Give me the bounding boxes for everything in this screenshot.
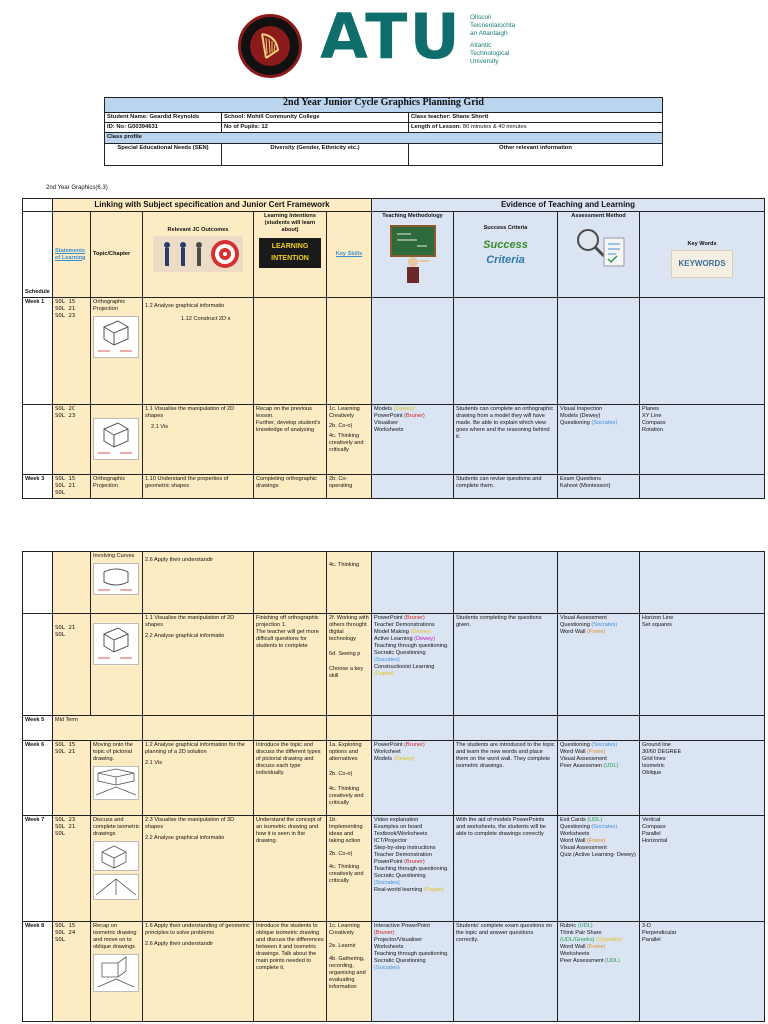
sen-header: Special Educational Needs (SEN) xyxy=(105,143,222,165)
success-criteria-image: Success Criteria xyxy=(483,239,528,266)
col-assessment: Assessment Method xyxy=(558,212,640,298)
col-outcomes: Relevant JC Outcomes xyxy=(143,212,254,298)
isometric-thumbnail-b xyxy=(93,874,139,900)
col-statements[interactable]: Statements of Learning xyxy=(53,212,91,298)
outcome-cell: 1.2 Analyse graphical informatio 1.12 Construct 2D s xyxy=(143,298,254,405)
topic-cell: Recap on isometric drawing and move on to oblique drawings xyxy=(91,922,143,1022)
class-teacher: Class teacher: Shane Shortt xyxy=(409,113,663,123)
curves-thumbnail xyxy=(93,563,139,595)
orthographic-thumbnail xyxy=(93,418,139,460)
success-cell: With the aid of models PowerPoints and worksheets, the students will be able to complete drawings correctly xyxy=(454,816,558,922)
success-cell: Students can complete an orthographic drawing from a model they will have made. Be able to explain which view goes where and the reasoning behind it. xyxy=(454,405,558,475)
method-cell xyxy=(372,475,454,499)
row-week-label: Week 8 xyxy=(23,922,53,1022)
intention-cell xyxy=(254,552,327,614)
assessment-cell: Exam Questions Kahoot (Montessori) xyxy=(558,475,640,499)
method-cell: PowerPoint (Bruner) Teacher Demonstrations Model Making (Dewey) Active Learning (Dewey) Teaching through questioning. Socratic Questioning (Socrates) Constructionist Learning (Papert) xyxy=(372,614,454,716)
intention-cell: Understand the concept of an isometric drawing and how it is seen in the drawing. xyxy=(254,816,327,922)
atu-logo-subtitle: Ollscoil Teicneolaíochta an Atlantaigh Atlantic Technological University xyxy=(470,14,516,65)
school-name: School: Mohill Community College xyxy=(222,113,409,123)
success-cell: Students' complete exam questions on the topic and answer questions correctly. xyxy=(454,922,558,1022)
keyskill-cell: 2b. Co-operating xyxy=(327,475,372,499)
scheme-table-page-2 xyxy=(22,551,765,1022)
col-keywords: Key Words KEYWORDS xyxy=(640,212,765,298)
keywords-cell xyxy=(640,298,765,405)
keywords-cell xyxy=(640,552,765,614)
class-profile: Class profile xyxy=(105,133,663,143)
keyskill-cell: 1c. Learning Creatively 2b. Co-o| 4c. Thinking creatively and critically xyxy=(327,405,372,475)
sol-cell: SOL 15 SOL 21 xyxy=(53,741,91,816)
mohill-college-logo xyxy=(238,14,302,78)
topic-cell: Moving onto the topic of pictorial drawing. xyxy=(91,741,143,816)
header-framework: Linking with Subject specification and Junior Cert Framework xyxy=(53,199,372,212)
intention-cell: Introduce the topic and discuss the different types of pictorial drawing and discuss each type individually. xyxy=(254,741,327,816)
topic-cell: Orthographic Projection xyxy=(91,475,143,499)
col-topic: Topic/Chapter xyxy=(91,212,143,298)
topic-cell xyxy=(91,614,143,716)
outcome-cell: 1.1 Visualise the manipulation of 2D shapes 2.2 Analyse graphical informatio xyxy=(143,614,254,716)
assessment-cell xyxy=(558,298,640,405)
diversity-header: Diversity (Gender, Ethnicity etc.) xyxy=(222,143,409,165)
planning-grid xyxy=(104,97,663,166)
intention-cell: Finishing off orthographic projection 1. The teacher will get more difficult questions for students to complete xyxy=(254,614,327,716)
sol-cell: SOL 15 SOL 24 SOL xyxy=(53,922,91,1022)
learning-intention-image: LEARNING INTENTION xyxy=(259,238,321,268)
col-method: Teaching Methodology xyxy=(372,212,454,298)
col-success: Success Criteria Success Criteria xyxy=(454,212,558,298)
target-archers-image xyxy=(153,236,243,272)
outcome-cell: 1.6 Apply their understanding of geometric principles to solve problems 2.6 Apply their understandir xyxy=(143,922,254,1022)
intention-cell xyxy=(254,298,327,405)
success-cell: Students completing the questions given. xyxy=(454,614,558,716)
method-cell xyxy=(372,552,454,614)
lesson-length: Length of Lesson: 80 minutes & 40 minutes xyxy=(409,123,663,133)
topic-cell xyxy=(91,405,143,475)
intention-cell: Completing orthographic drawings xyxy=(254,475,327,499)
sol-cell: SOL 23 SOL 21 SOL xyxy=(53,816,91,922)
assessment-cell xyxy=(558,552,640,614)
magnifier-person-image xyxy=(564,222,634,272)
orthographic-thumbnail xyxy=(93,623,139,665)
assessment-cell: Exit Cards (UDL) Questioning (Socrates) Worksheets Word Wall (Freire) Visual Assessment Quiz (Active Learning- Dewey) xyxy=(558,816,640,922)
sol-cell xyxy=(53,552,91,614)
col-schedule: Schedule xyxy=(23,212,53,298)
outcome-cell: 2.3 Visualise the manipulation of 3D shapes 2.2 Analyse graphical informatio xyxy=(143,816,254,922)
keywords-cell: Planes XY Line Compass Rotation xyxy=(640,405,765,475)
pictorial-thumbnail xyxy=(93,766,139,800)
col-keyskills[interactable]: Key Skills xyxy=(327,212,372,298)
atu-logo-text: ATU xyxy=(320,0,462,73)
method-cell: Models (Dewey) PowerPoint (Bruner) Visualiser Worksheets xyxy=(372,405,454,475)
isometric-thumbnail-a xyxy=(93,841,139,871)
success-cell: The students are introduced to the topic and learn the new words and place them on the word wall. They complete isometric drawings. xyxy=(454,741,558,816)
sol-cell: SOL 21 SOL xyxy=(53,614,91,716)
student-name: Student Name: Geardid Reynolds xyxy=(105,113,222,123)
success-cell: Students can revise questions and complete them. xyxy=(454,475,558,499)
method-cell xyxy=(372,298,454,405)
keywords-cell: Vertical Compass Parallel Horizontal xyxy=(640,816,765,922)
keyskill-cell xyxy=(327,298,372,405)
topic-cell: Discuss and complete isometric drawings xyxy=(91,816,143,922)
teacher-chalkboard-image xyxy=(389,222,437,286)
keyskill-cell: 2f. Working with others throught digital technology 6d. Seeing p Choose a key skill xyxy=(327,614,372,716)
topic-cell: Involving Curves xyxy=(91,552,143,614)
col-intentions: Learning Intentions (students will learn about) LEARNING INTENTION xyxy=(254,212,327,298)
success-cell xyxy=(454,552,558,614)
keywords-cell: Horizon Line Set squares xyxy=(640,614,765,716)
row-week-label: Week 6 xyxy=(23,741,53,816)
topic-cell: Mid Term xyxy=(53,716,143,741)
row-week-label: Week 7 xyxy=(23,816,53,922)
keywords-cell: Ground line 30/60 DEGREE Grid lines Isometric Oblique xyxy=(640,741,765,816)
sol-cell: SOL 15 SOL 21 SOL 23 xyxy=(53,298,91,405)
keyskill-cell: 4c. Thinking xyxy=(327,552,372,614)
method-cell: Interactive PowerPoint (Bruner) Projector/Visualiser Worksheets Teaching through questioning. Socratic Questioning (Socrates) xyxy=(372,922,454,1022)
assessment-cell: Visual Inspection Models (Dewey) Questioning (Socrates) xyxy=(558,405,640,475)
sol-cell: SOL 2C SOL 23 xyxy=(53,405,91,475)
keywords-cell xyxy=(640,475,765,499)
oblique-thumbnail xyxy=(93,954,139,992)
keywords-cell: 3-D Perpendicular Parallel xyxy=(640,922,765,1022)
harp-icon xyxy=(250,26,290,66)
student-id: ID: No: G00394631 xyxy=(105,123,222,133)
outcome-cell: 1.2 Analyse graphical information for the planning of a 2D solution 2.1 Vis xyxy=(143,741,254,816)
year-note: 2nd Year Graphics(6.3) xyxy=(46,185,108,191)
method-cell: Video explanation Examples on board Textbook/Worksheets ICT/Projector Step-by-step instructions Teacher Demonstration PowerPoint (Bruner) Teaching through questioning. Socratic Questioning (Socrates) Real-world learning (Papert) xyxy=(372,816,454,922)
sol-cell: SOL 15 SOL 21 SOL xyxy=(53,475,91,499)
keywords-image: KEYWORDS xyxy=(671,250,733,278)
keyskill-cell: 1a. Exploring options and alternatives 2b. Co-o| 4c. Thinking creatively and critically xyxy=(327,741,372,816)
assessment-cell: Visual Assessment Questioning (Socrates) Word Wall (Freire) xyxy=(558,614,640,716)
outcome-cell: 2.6 Apply their understandir xyxy=(143,552,254,614)
method-cell: PowerPoint (Bruner) Worksheet Models (Dewey) xyxy=(372,741,454,816)
scheme-table-page-1 xyxy=(22,198,765,499)
row-week-label: Week 1 xyxy=(23,298,53,405)
keyskill-cell: 1c. Learning Creatively 2e. Learnir 4b. Gathering, recording, organising and evaluating information xyxy=(327,922,372,1022)
row-week-label: Week 5 xyxy=(23,716,53,741)
intention-cell: Recap on the previous lesson. Further, develop student's knowledge of analysing xyxy=(254,405,327,475)
pupil-count: No of Pupils: 12 xyxy=(222,123,409,133)
assessment-cell: Questioning (Socrates) Word Wall (Freire) Visual Assessment Peer Assessmen (UDL) xyxy=(558,741,640,816)
header-evidence: Evidence of Teaching and Learning xyxy=(372,199,765,212)
row-week-label: Week 3 xyxy=(23,475,53,499)
intention-cell: Introduce the students to oblique isometric drawing and discuss the differences between it and isometric drawings. Talk about the main points needed to complete it. xyxy=(254,922,327,1022)
other-info-header: Other relevant information xyxy=(409,143,663,165)
success-cell xyxy=(454,298,558,405)
outcome-cell: 1.1 Visualise the manipulation of 2D shapes 2.1 Vis xyxy=(143,405,254,475)
keyskill-cell: 1b. Implementing ideas and taking action 2b. Co-o| 4c. Thinking creatively and critically xyxy=(327,816,372,922)
grid-title: 2nd Year Junior Cycle Graphics Planning Grid xyxy=(105,98,663,113)
orthographic-thumbnail xyxy=(93,316,139,358)
outcome-cell: 1.10 Understand the properties of geometric shapes xyxy=(143,475,254,499)
assessment-cell: Rubric (UDL) Think Pair Share (UDL/Greeks) (Vygotsky) Word Wall (Freire) Worksheets Peer Assessment (UDL) xyxy=(558,922,640,1022)
topic-cell: Orthographic Projection xyxy=(91,298,143,405)
